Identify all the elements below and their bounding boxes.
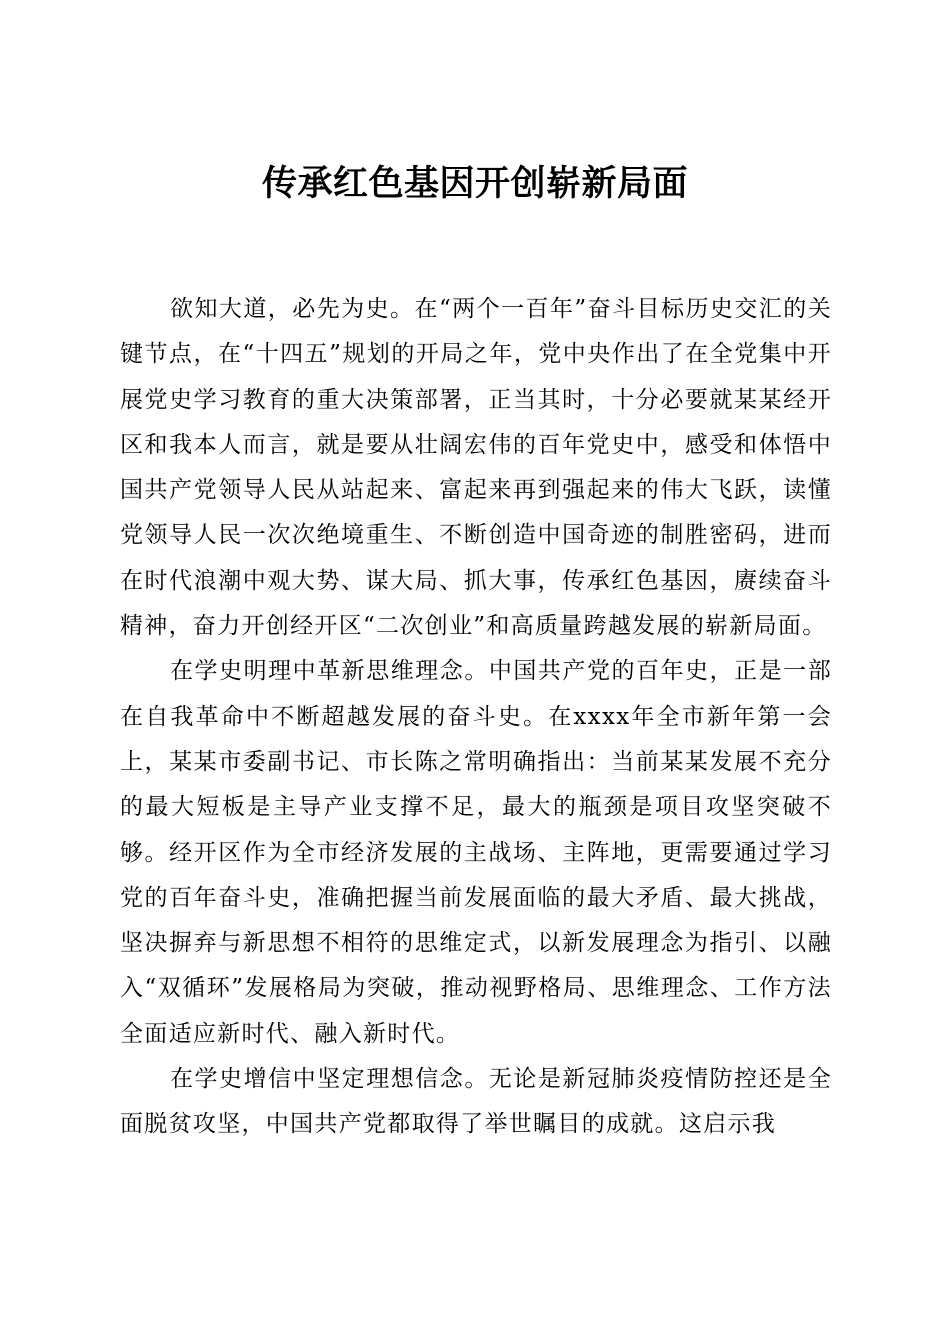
paragraph-1: 欲知大道，必先为史。在“两个一百年”奋斗目标历史交汇的关键节点，在“十四五”规划的开局之年，党中央作出了在全党集中开展党史学习教育的重大决策部署，正当其时，十分必要就某某经开区和我本人而言，就是要从壮阔宏伟的百年党史中，感受和体悟中国共产党领导人民从站起来、富起来再到强起来的伟大飞跃，读懂党领导人民一次次绝境重生、不断创造中国奇迹的制胜密码，进而在时代浪潮中观大势、谋大局、抓大事，传承红色基因，赓续奋斗精神，奋力开创经开区“二次创业”和高质量跨越发展的崭新局面。	[120, 296, 832, 640]
document-title: 传承红色基因开创崭新局面	[261, 163, 688, 204]
paragraph-2: 在学史明理中革新思维理念。中国共产党的百年史，正是一部在自我革命中不断超越发展的奋斗史。在xxxx年全市新年第一会上，某某市委副书记、市长陈之常明确指出：当前某某发展不充分的最大短板是主导产业支撑不足，最大的瓶颈是项目攻坚突破不够。经开区作为全市经济发展的主战场、主阵地，更需要通过学习党的百年奋斗史，准确把握当前发展面临的最大矛盾、最大挑战，坚决摒弃与新思想不相符的思维定式，以新发展理念为指引、以融入“双循环”发展格局为突破，推动视野格局、思维理念、工作方法全面适应新时代、融入新时代。	[120, 658, 832, 1047]
paragraph-3: 在学史增信中坚定理想信念。无论是新冠肺炎疫情防控还是全面脱贫攻坚，中国共产党都取得了举世瞩目的成就。这启示我	[120, 1066, 832, 1138]
document-body	[120, 287, 832, 1148]
